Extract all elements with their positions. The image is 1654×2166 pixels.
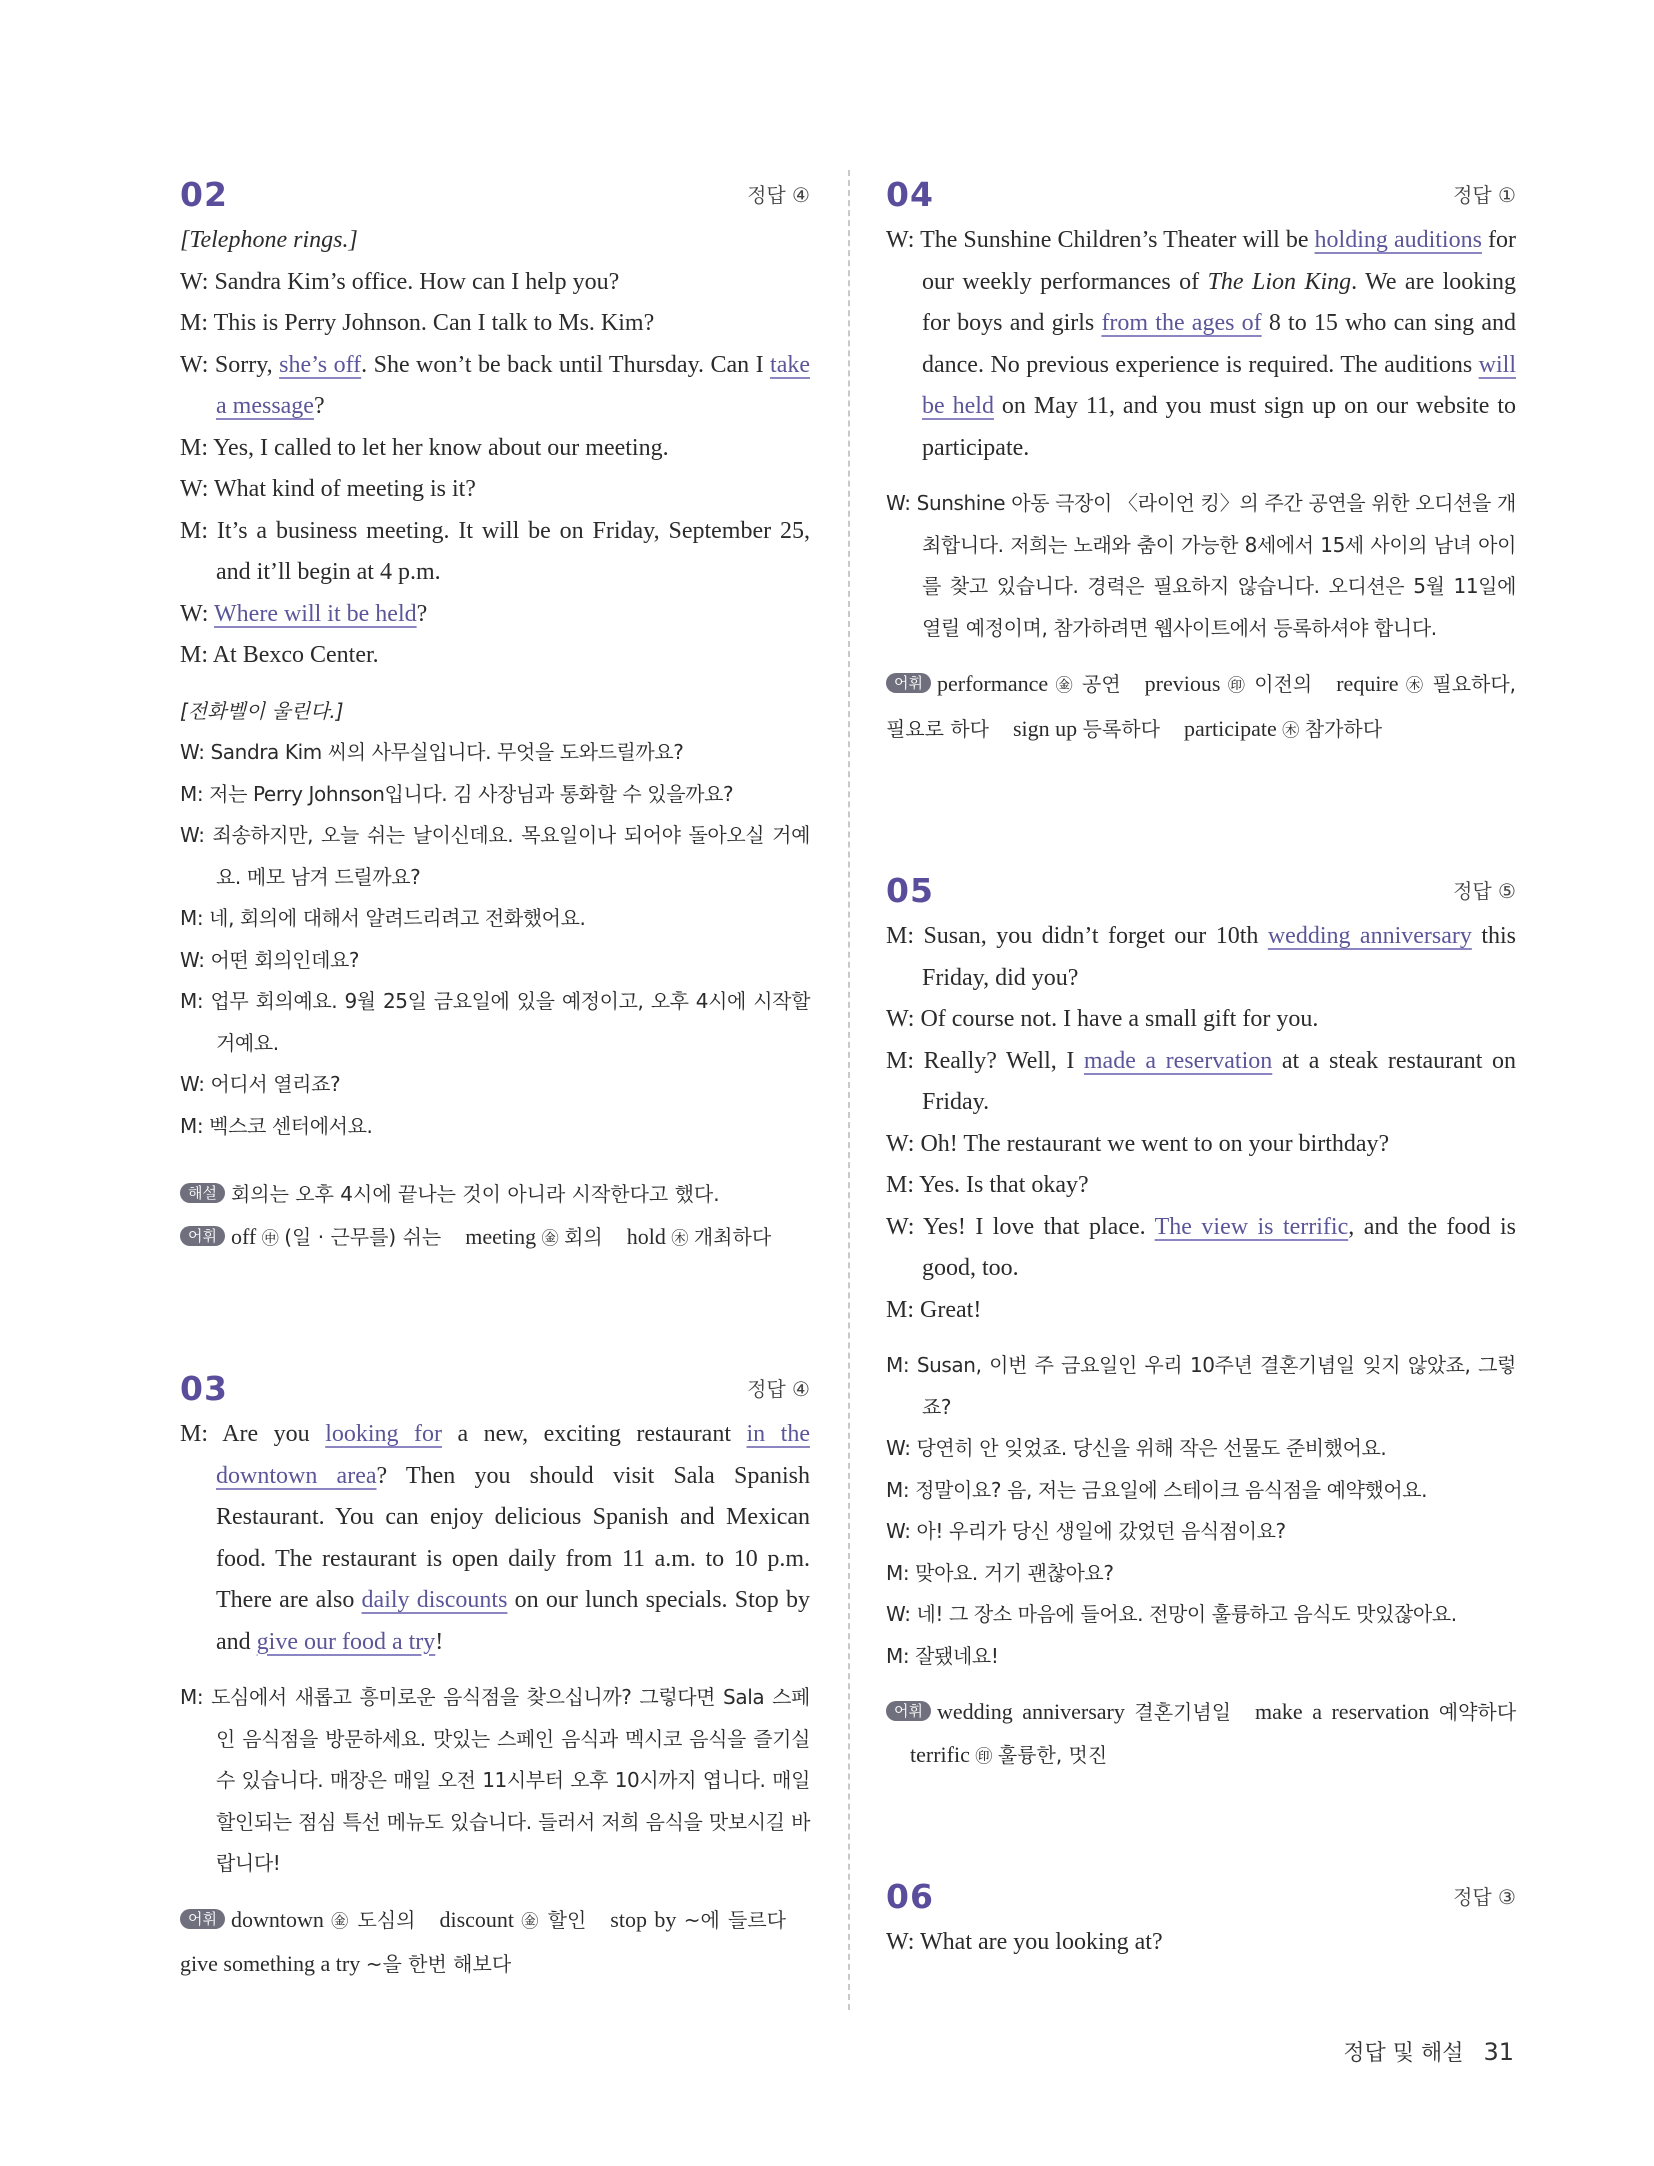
section-header <box>886 858 1516 910</box>
vocabulary: 어휘 off ㊥ (일 · 근무를) 쉬는 meeting ㊎ 회의 hold ㊍ 개최하다 <box>180 1216 810 1261</box>
section-04 <box>886 162 1516 752</box>
footer-label: 정답 및 해설 <box>1343 2041 1464 2066</box>
question-number: 03 <box>180 1369 228 1408</box>
dialogue-line: M: Susan, you didn’t forget our 10th wedding anniversary this Friday, did you? <box>886 923 1517 991</box>
dialogue-line: W: Of course not. I have a small gift for you. <box>886 1006 1319 1032</box>
blank-answer: will be held <box>922 351 1516 419</box>
blank-answer: holding auditions <box>1314 227 1482 253</box>
question-number: 05 <box>886 871 934 910</box>
stage-direction: [Telephone rings.] <box>180 227 358 253</box>
translation-line: M: 저는 Perry Johnson입니다. 김 사장님과 통화할 수 있을까요? <box>180 781 734 806</box>
korean-translation <box>180 1677 810 1885</box>
blank-answer: from the ages of <box>1101 310 1262 336</box>
translation-line: W: 어디서 열리죠? <box>180 1072 341 1096</box>
answer-label: 정답 ⑤ <box>1453 879 1516 903</box>
blank-answer: looking for <box>325 1421 443 1447</box>
vocab-tag: 어휘 <box>886 1701 931 1721</box>
blank-answer: she’s off <box>279 351 362 378</box>
section-header <box>180 162 810 214</box>
translation-line: W: Sunshine 아동 극장이 〈라이언 킹〉의 주간 공연을 위한 오디션을 개최합니다. 저희는 노래와 춤이 가능한 8세에서 15세 사이의 남녀 아이를 찾고 있습니다. 경력은 필요하지 않습니다. 오디션은 5월 11일에 열릴 예정이며, 참가하려면 웹사이트에서 등록하셔야 합니다. <box>886 491 1516 640</box>
dialogue-line: W: Sandra Kim’s office. How can I help you? <box>180 268 620 295</box>
korean-translation <box>886 1345 1516 1677</box>
vocab-tag: 어휘 <box>180 1909 225 1929</box>
translation-line: M: 업무 회의예요. 9월 25일 금요일에 있을 예정이고, 오후 4시에 시작할 거예요. <box>180 989 810 1055</box>
dialogue-line: W: What are you looking at? <box>886 1929 1163 1955</box>
section-02 <box>180 162 810 1260</box>
korean-translation <box>180 691 810 1148</box>
translation-line: W: 죄송하지만, 오늘 쉬는 날이신데요. 목요일이나 되어야 돌아오실 거예요. 메모 남겨 드릴까요? <box>180 823 810 889</box>
translation-line: M: 맞아요. 거기 괜찮아요? <box>886 1560 1114 1585</box>
translation-line: M: 벡스코 센터에서요. <box>180 1113 373 1138</box>
right-column <box>886 162 1516 2042</box>
english-script <box>180 220 810 677</box>
vocabulary: 어휘 performance ㊎ 공연 previous ㊞ 이전의 require ㊍ 필요하다, 필요로 하다 sign up 등록하다 participate ㊍ 참가하다 <box>886 671 1517 741</box>
dialogue-line: W: Yes! I love that place. The view is terrific, and the food is good, too. <box>886 1213 1517 1281</box>
translation-line: W: 아! 우리가 당신 생일에 갔었던 음식점이요? <box>886 1519 1286 1543</box>
section-header <box>886 1864 1516 1916</box>
translation-line: W: 네! 그 장소 마음에 들어요. 전망이 훌륭하고 음식도 맛있잖아요. <box>886 1602 1457 1626</box>
blank-answer: in the downtown area <box>216 1421 811 1489</box>
explanation-tag: 해설 <box>180 1183 225 1203</box>
blank-answer: take a message <box>216 351 811 419</box>
english-script <box>886 916 1516 1331</box>
page-footer <box>1343 2036 1514 2067</box>
question-number: 04 <box>886 175 934 214</box>
translation-line: M: 도심에서 새롭고 흥미로운 음식점을 찾으십니까? 그렇다면 Sala 스페인 음식점을 방문하세요. 맛있는 스페인 음식과 멕시코 음식을 즐기실 수 있습니다. 매장은 매일 오전 11시부터 오후 10시까지 엽니다. 매일 할인되는 점심 특선 메뉴도 있습니다. 들러서 저희 음식을 맛보시길 바랍니다! <box>180 1685 810 1875</box>
section-05 <box>886 858 1516 1778</box>
dialogue-line: W: What kind of meeting is it? <box>180 476 476 502</box>
answer-label: 정답 ③ <box>1453 1885 1516 1909</box>
translation-line: W: 어떤 회의인데요? <box>180 947 360 972</box>
dialogue-line: M: Yes. Is that okay? <box>886 1172 1089 1198</box>
dialogue-line: M: This is Perry Johnson. Can I talk to Ms. Kim? <box>180 310 655 336</box>
dialogue-line: M: At Bexco Center. <box>180 642 379 668</box>
explanation: 해설 회의는 오후 4시에 끝나는 것이 아니라 시작한다고 했다. <box>180 1173 810 1216</box>
section-06 <box>886 1864 1516 1964</box>
translation-line: M: 잘됐네요! <box>886 1643 999 1668</box>
column-divider <box>848 170 850 2010</box>
dialogue-line: M: It’s a business meeting. It will be on Friday, September 25, and it’ll begin at 4 p.m. <box>180 517 810 585</box>
translation-line: M: 정말이요? 음, 저는 금요일에 스테이크 음식점을 예약했어요. <box>886 1477 1428 1502</box>
dialogue-line: M: Great! <box>886 1296 982 1323</box>
translation-line: W: 당연히 안 잊었죠. 당신을 위해 작은 선물도 준비했어요. <box>886 1436 1387 1460</box>
notes <box>180 1173 810 1260</box>
dialogue-line: W: Oh! The restaurant we went to on your birthday? <box>886 1130 1390 1157</box>
question-number: 06 <box>886 1877 934 1916</box>
dialogue-line: W: Where will it be held? <box>180 600 428 627</box>
blank-answer: Where will it be held <box>214 600 417 627</box>
translation-line: M: Susan, 이번 주 금요일인 우리 10주년 결혼기념일 잊지 않았죠, 그렇죠? <box>886 1353 1516 1419</box>
monologue: W: The Sunshine Children’s Theater will be holding auditions for our weekly performances of The Lion King. We are looking for boys and girls from the ages of 8 to 15 who can sing and dance. No previous experience is required. The auditions will be held on May 11, and you must sign up on our website to participate. <box>886 227 1516 461</box>
vocabulary: 어휘 wedding anniversary 결혼기념일 make a reservation 예약하다terrific ㊞ 훌륭한, 멋진 <box>886 1691 1516 1778</box>
answer-label: 정답 ① <box>1453 183 1516 207</box>
section-header <box>180 1356 810 1408</box>
blank-answer: give our food a try <box>256 1628 436 1655</box>
dialogue-line: W: Sorry, she’s off. She won’t be back until Thursday. Can I take a message? <box>180 351 811 419</box>
blank-answer: made a reservation <box>1083 1047 1273 1074</box>
blank-answer: The view is terrific <box>1154 1213 1349 1240</box>
section-header <box>886 162 1516 214</box>
monologue: M: Are you looking for a new, exciting restaurant in the downtown area? Then you should visit Sala Spanish Restaurant. You can enjoy delicious Spanish and Mexican food. The restaurant is open daily from 11 a.m. to 10 p.m. There are also daily discounts on our lunch specials. Stop by and give our food a try! <box>180 1421 811 1655</box>
answer-label: 정답 ④ <box>747 183 810 207</box>
stage-direction-ko: [전화벨이 울린다.] <box>180 698 344 723</box>
blank-answer: daily discounts <box>361 1587 508 1613</box>
translation-line: M: 네, 회의에 대해서 알려드리려고 전화했어요. <box>180 906 586 930</box>
vocab-tag: 어휘 <box>180 1226 225 1246</box>
question-number: 02 <box>180 175 228 214</box>
korean-translation <box>886 483 1516 649</box>
answer-label: 정답 ④ <box>747 1377 810 1401</box>
vocabulary: 어휘 downtown ㊎ 도심의 discount ㊎ 할인 stop by ~에 들르다give something a try ~을 한번 해보다 <box>180 1906 787 1976</box>
dialogue-line: M: Yes, I called to let her know about our meeting. <box>180 434 669 461</box>
english-script <box>886 220 1516 469</box>
blank-answer: wedding anniversary <box>1267 923 1472 949</box>
dialogue-line: M: Really? Well, I made a reservation at a steak restaurant on Friday. <box>886 1047 1517 1115</box>
english-script <box>180 1414 810 1663</box>
page-number: 31 <box>1483 2038 1514 2066</box>
vocab-tag: 어휘 <box>886 673 931 693</box>
translation-line: W: Sandra Kim 씨의 사무실입니다. 무엇을 도와드릴까요? <box>180 740 684 764</box>
left-column <box>180 162 810 2064</box>
section-03 <box>180 1356 810 1986</box>
